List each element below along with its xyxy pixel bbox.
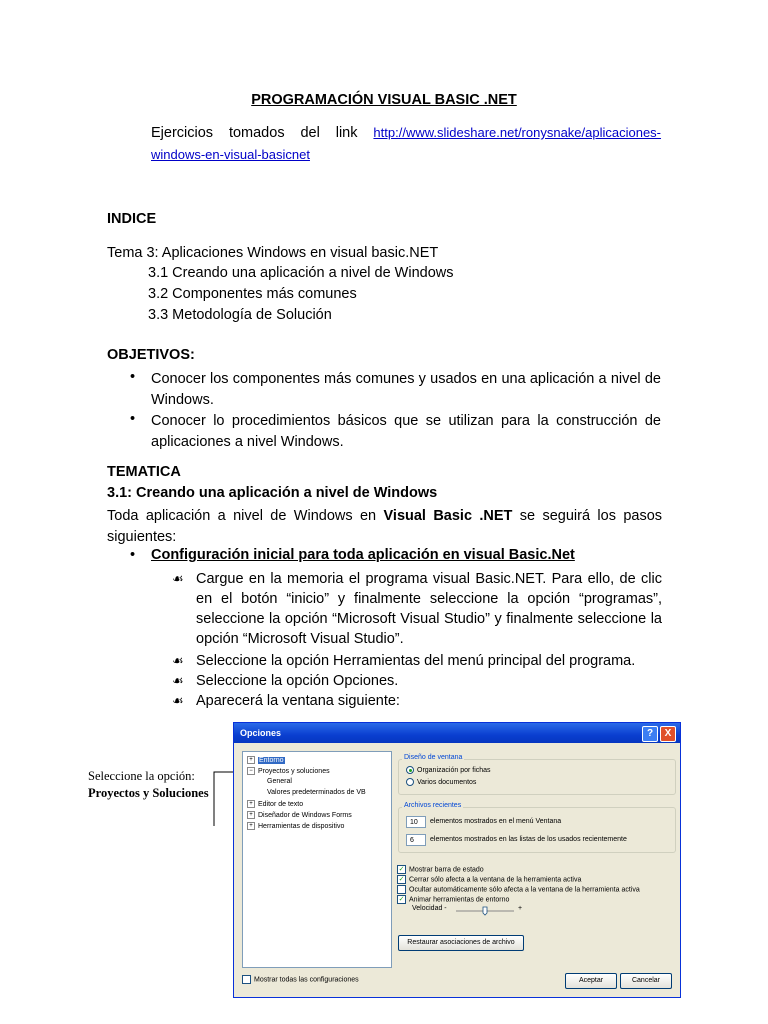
recent-lists-input[interactable]: 6 [406,834,426,846]
page-title: PROGRAMACIÓN VISUAL BASIC .NET [251,92,517,108]
objetivos-heading: OBJETIVOS: [107,347,195,363]
dialog-titlebar[interactable] [234,723,680,743]
para-text: Toda aplicación a nivel de Windows en [107,508,377,524]
check-close[interactable]: ✓ Cerrar sólo afecta a la ventana de la herramienta activa [398,876,582,884]
tree-item-entorno[interactable]: + Entorno [247,756,285,764]
check-show-all[interactable]: Mostrar todas las configuraciones [242,975,359,984]
options-tree [242,751,392,968]
tree-item-proyectos[interactable]: − Proyectos y soluciones [247,767,330,775]
callout-line: Seleccione la opción: [88,769,195,783]
indice-heading: INDICE [107,211,157,227]
arrow-bullet-icon: ☙ [172,653,184,668]
expand-icon[interactable]: + [247,800,255,808]
checkbox-icon[interactable] [242,975,251,984]
intro-paragraph [151,122,661,166]
objetivo-item: Conocer los componentes más comunes y usados en una aplicación a nivel de Windows. [151,371,661,408]
para-text: se seguirá los pasos siguientes: [107,508,663,545]
bullet-icon: • [130,547,136,563]
tree-item-herramientas[interactable]: + Herramientas de dispositivo [247,822,344,830]
restore-associations-button[interactable]: Restaurar asociaciones de archivo [398,935,524,951]
check-animate[interactable]: ✓ Animar herramientas de entorno [398,896,510,904]
step-item: Cargue en la memoria el programa visual Basic.NET. Para ello, de clic en el botón “inicio” y finalmente seleccione la opción “programas”, seleccione la opción “Microsoft Visual Studio” y finalmente seleccione la opción “Microsoft Visual Studio”. [196,571,662,647]
check-autohide[interactable]: Ocultar automáticamente sólo afecta a la ventana de la herramienta activa [397,885,640,894]
checkbox-icon[interactable]: ✓ [398,876,405,883]
step-item: Seleccione la opción Opciones. [196,673,399,689]
arrow-bullet-icon: ☙ [172,693,184,708]
group-label: Archivos recientes [404,802,462,809]
objetivo-item: Conocer lo procedimientos básicos que se utilizan para la construcción de aplicaciones a nivel Windows. [151,413,661,450]
radio-tabs[interactable]: Organización por fichas [406,766,491,774]
expand-icon[interactable]: + [247,811,255,819]
speed-slider[interactable] [454,906,516,916]
checkbox-icon[interactable]: ✓ [398,896,405,903]
recent-window-input[interactable]: 10 [406,816,426,828]
indice-item: 3.2 Componentes más comunes [148,286,357,302]
dialog-title: Opciones [240,728,282,738]
recent-window-label: elementos mostrados en el menú Ventana [430,818,562,825]
close-button[interactable]: X [660,726,676,742]
check-statusbar[interactable]: ✓ Mostrar barra de estado [398,866,484,874]
help-button[interactable]: ? [642,726,658,742]
expand-icon[interactable]: + [247,822,255,830]
config-bullet: Configuración inicial para toda aplicación en visual Basic.Net [151,547,575,563]
callout-line-bold: Proyectos y Soluciones [88,786,209,800]
bullet-icon: • [130,369,136,385]
radio-icon[interactable] [406,766,414,774]
indice-item: 3.3 Metodología de Solución [148,307,332,323]
expand-icon[interactable]: + [247,756,255,764]
tree-item-general[interactable]: General [267,778,292,785]
intro-text: Ejercicios tomados del link [151,125,358,141]
checkbox-icon[interactable] [397,885,406,894]
para-bold: Visual Basic .NET [383,508,513,524]
options-dialog [233,722,681,998]
window-layout-group [398,759,676,795]
speed-label: Velocidad - [412,905,447,912]
tree-item-valores[interactable]: Valores predeterminados de VB [267,789,366,796]
checkbox-icon[interactable]: ✓ [398,866,405,873]
recent-lists-label: elementos mostrados en las listas de los usados recientemente [430,836,627,843]
ok-button[interactable]: Aceptar [565,973,617,989]
callout-label [88,768,209,802]
tematica-subheading: 3.1: Creando una aplicación a nivel de Windows [107,485,438,501]
indice-item: 3.1 Creando una aplicación a nivel de Windows [148,265,454,281]
step-item: Aparecerá la ventana siguiente: [196,693,400,709]
group-label: Diseño de ventana [404,754,463,761]
slideshare-link[interactable]: http://www.slideshare.net/ronysnake/aplicaciones-windows-en-visual-basicnet [151,125,662,162]
recent-files-group [398,807,676,853]
speed-plus: + [518,905,523,912]
cancel-button[interactable]: Cancelar [620,973,672,989]
bullet-icon: • [130,411,136,427]
step-item: Seleccione la opción Herramientas del menú principal del programa. [196,653,636,669]
tematica-heading: TEMATICA [107,464,181,480]
arrow-bullet-icon: ☙ [172,673,184,688]
tematica-paragraph [107,506,662,548]
indice-tema: Tema 3: Aplicaciones Windows en visual basic.NET [107,245,439,261]
collapse-icon[interactable]: − [247,767,255,775]
radio-mdi[interactable]: Varios documentos [406,778,476,786]
radio-icon[interactable] [406,778,414,786]
arrow-bullet-icon: ☙ [172,571,184,586]
tree-item-disenador[interactable]: + Diseñador de Windows Forms [247,811,352,819]
tree-item-editor[interactable]: + Editor de texto [247,800,303,808]
